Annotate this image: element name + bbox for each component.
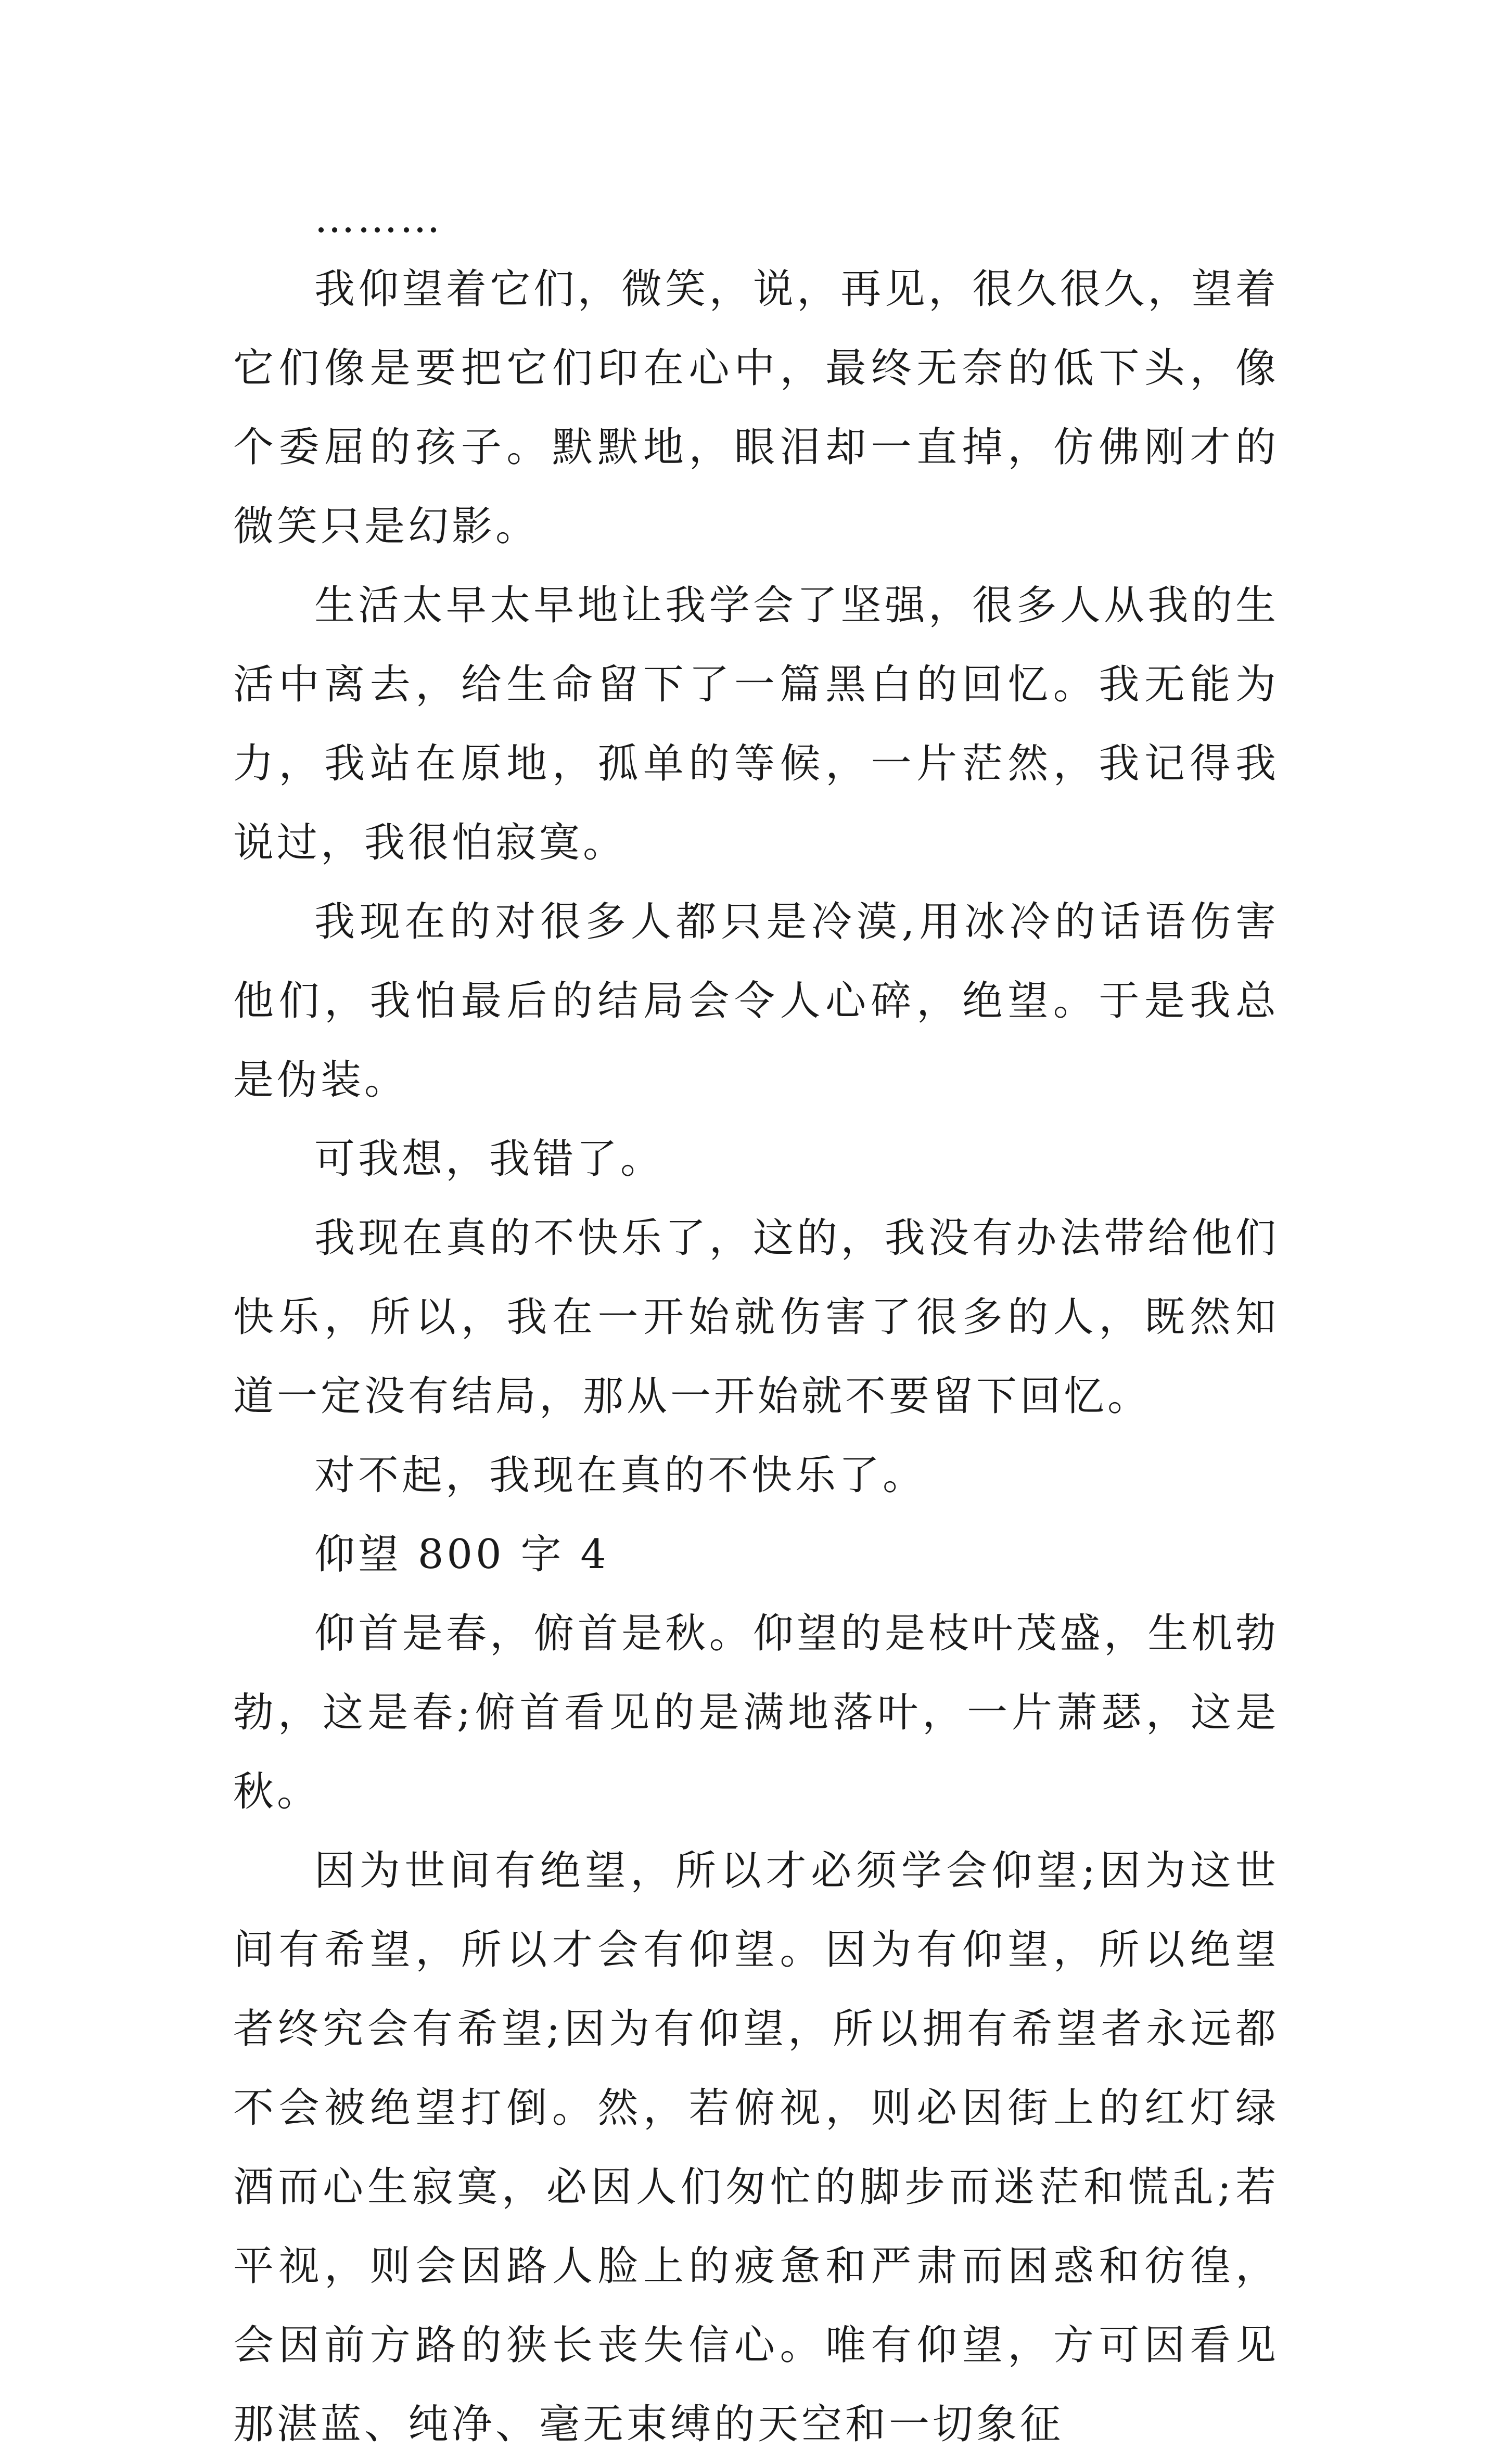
section-heading: 仰望 800 字 4 — [314, 1531, 609, 1578]
paragraph: 我现在真的不快乐了，这的，我没有办法带给他们快乐，所以，我在一开始就伤害了很多的人，既然知道一定没有结局，那从一开始就不要留下回忆。 — [233, 1215, 1279, 1420]
paragraph: 生活太早太早地让我学会了坚强，很多人从我的生活中离去，给生命留下了一篇黑白的回忆。我无能为力，我站在原地，孤单的等候，一片茫然，我记得我说过，我很怕寂寞。 — [233, 582, 1279, 866]
document-page — [233, 187, 1279, 2464]
paragraph: 我现在的对很多人都只是冷漠,用冰冷的话语伤害他们，我怕最后的结局会令人心碎，绝望。于是我总是伪装。 — [233, 899, 1279, 1103]
paragraph: 仰首是春，俯首是秋。仰望的是枝叶茂盛，生机勃勃，这是春;俯首看见的是满地落叶，一片萧瑟，这是秋。 — [233, 1610, 1279, 1815]
paragraph: 对不起，我现在真的不快乐了。 — [314, 1452, 927, 1499]
paragraph: 我仰望着它们，微笑，说，再见，很久很久，望着它们像是要把它们印在心中，最终无奈的低下头，像个委屈的孩子。默默地，眼泪却一直掉，仿佛刚才的微笑只是幻影。 — [233, 266, 1279, 550]
paragraph: 可我想，我错了。 — [314, 1136, 665, 1183]
ellipsis-marker: ……… — [314, 195, 442, 242]
paragraph: 因为世间有绝望，所以才必须学会仰望;因为这世间有希望，所以才会有仰望。因为有仰望，所以绝望者终究会有希望;因为有仰望，所以拥有希望者永远都不会被绝望打倒。然，若俯视，则必因街上的红灯绿酒而心生寂寞，必因人们匆忙的脚步而迷茫和慌乱;若平视，则会因路人脸上的疲惫和严肃而困惑和彷徨，会因前方路的狭长丧失信心。唯有仰望，方可因看见那湛蓝、纯净、毫无束缚的天空和一切象征 — [233, 1847, 1279, 2448]
